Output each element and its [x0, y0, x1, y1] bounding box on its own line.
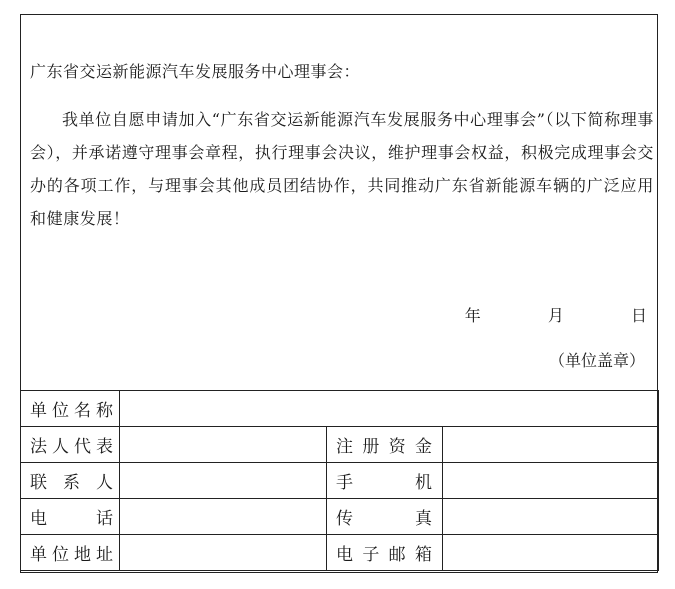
- date-line: [465, 303, 647, 326]
- contact-label: 联 系 人: [21, 463, 120, 499]
- address-field[interactable]: [120, 535, 327, 571]
- address-label: 单 位 地 址: [21, 535, 120, 571]
- application-letter: [21, 15, 657, 390]
- fax-label: 传 真: [327, 499, 443, 535]
- unit-name-field[interactable]: [120, 391, 659, 427]
- reg-capital-field[interactable]: [443, 427, 659, 463]
- phone-field[interactable]: [120, 499, 327, 535]
- table-row: [21, 535, 659, 571]
- application-form: [20, 14, 658, 573]
- unit-name-label: 单 位 名 称: [21, 391, 120, 427]
- date-month-label: 月: [547, 306, 564, 325]
- email-field[interactable]: [443, 535, 659, 571]
- reg-capital-label: 注 册 资 金: [327, 427, 443, 463]
- legal-rep-label: 法 人 代 表: [21, 427, 120, 463]
- email-label: 电 子 邮 箱: [327, 535, 443, 571]
- table-row: [21, 427, 659, 463]
- date-year-label: 年: [464, 306, 481, 325]
- table-row: [21, 499, 659, 535]
- table-row: [21, 463, 659, 499]
- table-row: [21, 391, 659, 427]
- legal-rep-field[interactable]: [120, 427, 327, 463]
- phone-label: 电 话: [21, 499, 120, 535]
- letter-body: 我单位自愿申请加入“广东省交运新能源汽车发展服务中心理事会”（以下简称理事会），并承诺遵守理事会章程，执行理事会决议，维护理事会权益，积极完成理事会交办的各项工作，与理事会其他成员团结协作，共同推动广东省新能源车辆的广泛应用和健康发展！: [30, 110, 654, 228]
- contact-field[interactable]: [120, 463, 327, 499]
- mobile-label: 手 机: [327, 463, 443, 499]
- date-day-label: 日: [630, 306, 647, 325]
- salutation: 广东省交运新能源汽车发展服务中心理事会：: [30, 62, 361, 81]
- mobile-field[interactable]: [443, 463, 659, 499]
- info-table: [20, 390, 659, 571]
- seal-note: （单位盖章）: [548, 351, 645, 370]
- fax-field[interactable]: [443, 499, 659, 535]
